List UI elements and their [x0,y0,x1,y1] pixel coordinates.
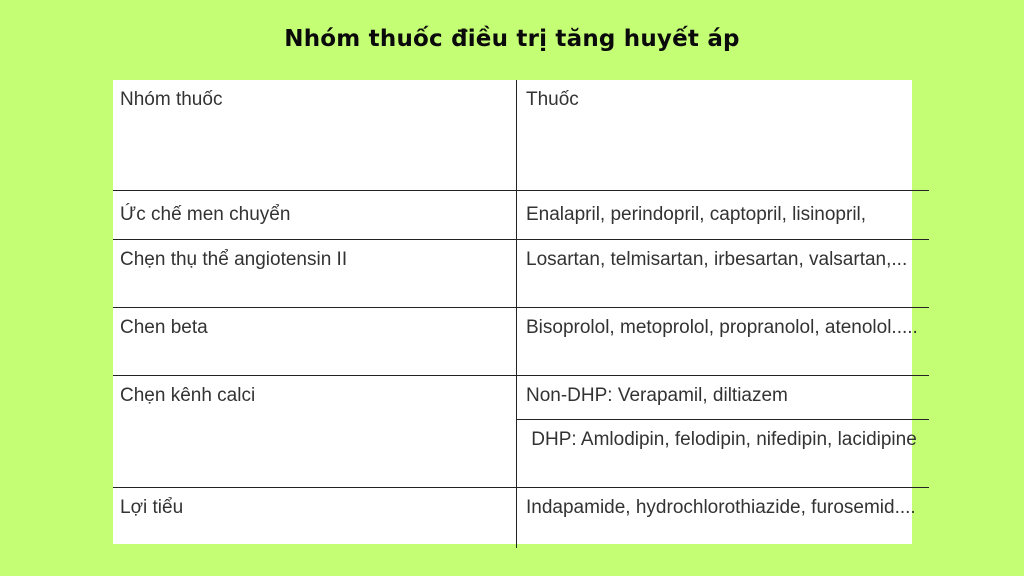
drug-group-cell: Chẹn thụ thể angiotensin II [113,240,517,308]
drugs-cell: Indapamide, hydrochlorothiazide, furosemid.... [517,488,930,549]
drug-group-cell: Chẹn kênh calci [113,376,517,488]
drug-table [113,80,929,548]
drugs-cell: Losartan, telmisartan, irbesartan, valsartan,... [517,240,930,308]
header-drugs: Thuốc [526,89,579,110]
page-title: Nhóm thuốc điều trị tăng huyết áp [284,26,740,52]
drug-table-container [113,80,918,544]
table-row [113,308,929,376]
drugs-cell: DHP: Amlodipin, felodipin, nifedipin, lacidipine [517,420,930,488]
drugs-cell: Enalapril, perindopril, captopril, lisinopril, [517,191,930,240]
table-row [113,191,929,240]
drugs-cell: Bisoprolol, metoprolol, propranolol, atenolol..... [517,308,930,376]
drug-group-cell: Lợi tiểu [113,488,517,549]
table-row [113,488,929,549]
header-drug-group: Nhóm thuốc [113,80,517,191]
table-header-row [113,80,929,191]
drugs-cell: Non-DHP: Verapamil, diltiazem [517,376,930,420]
table-row [113,240,929,308]
drug-group-cell: Ức chế men chuyển [113,191,517,240]
drug-group-cell: Chen beta [113,308,517,376]
table-row [113,376,929,420]
